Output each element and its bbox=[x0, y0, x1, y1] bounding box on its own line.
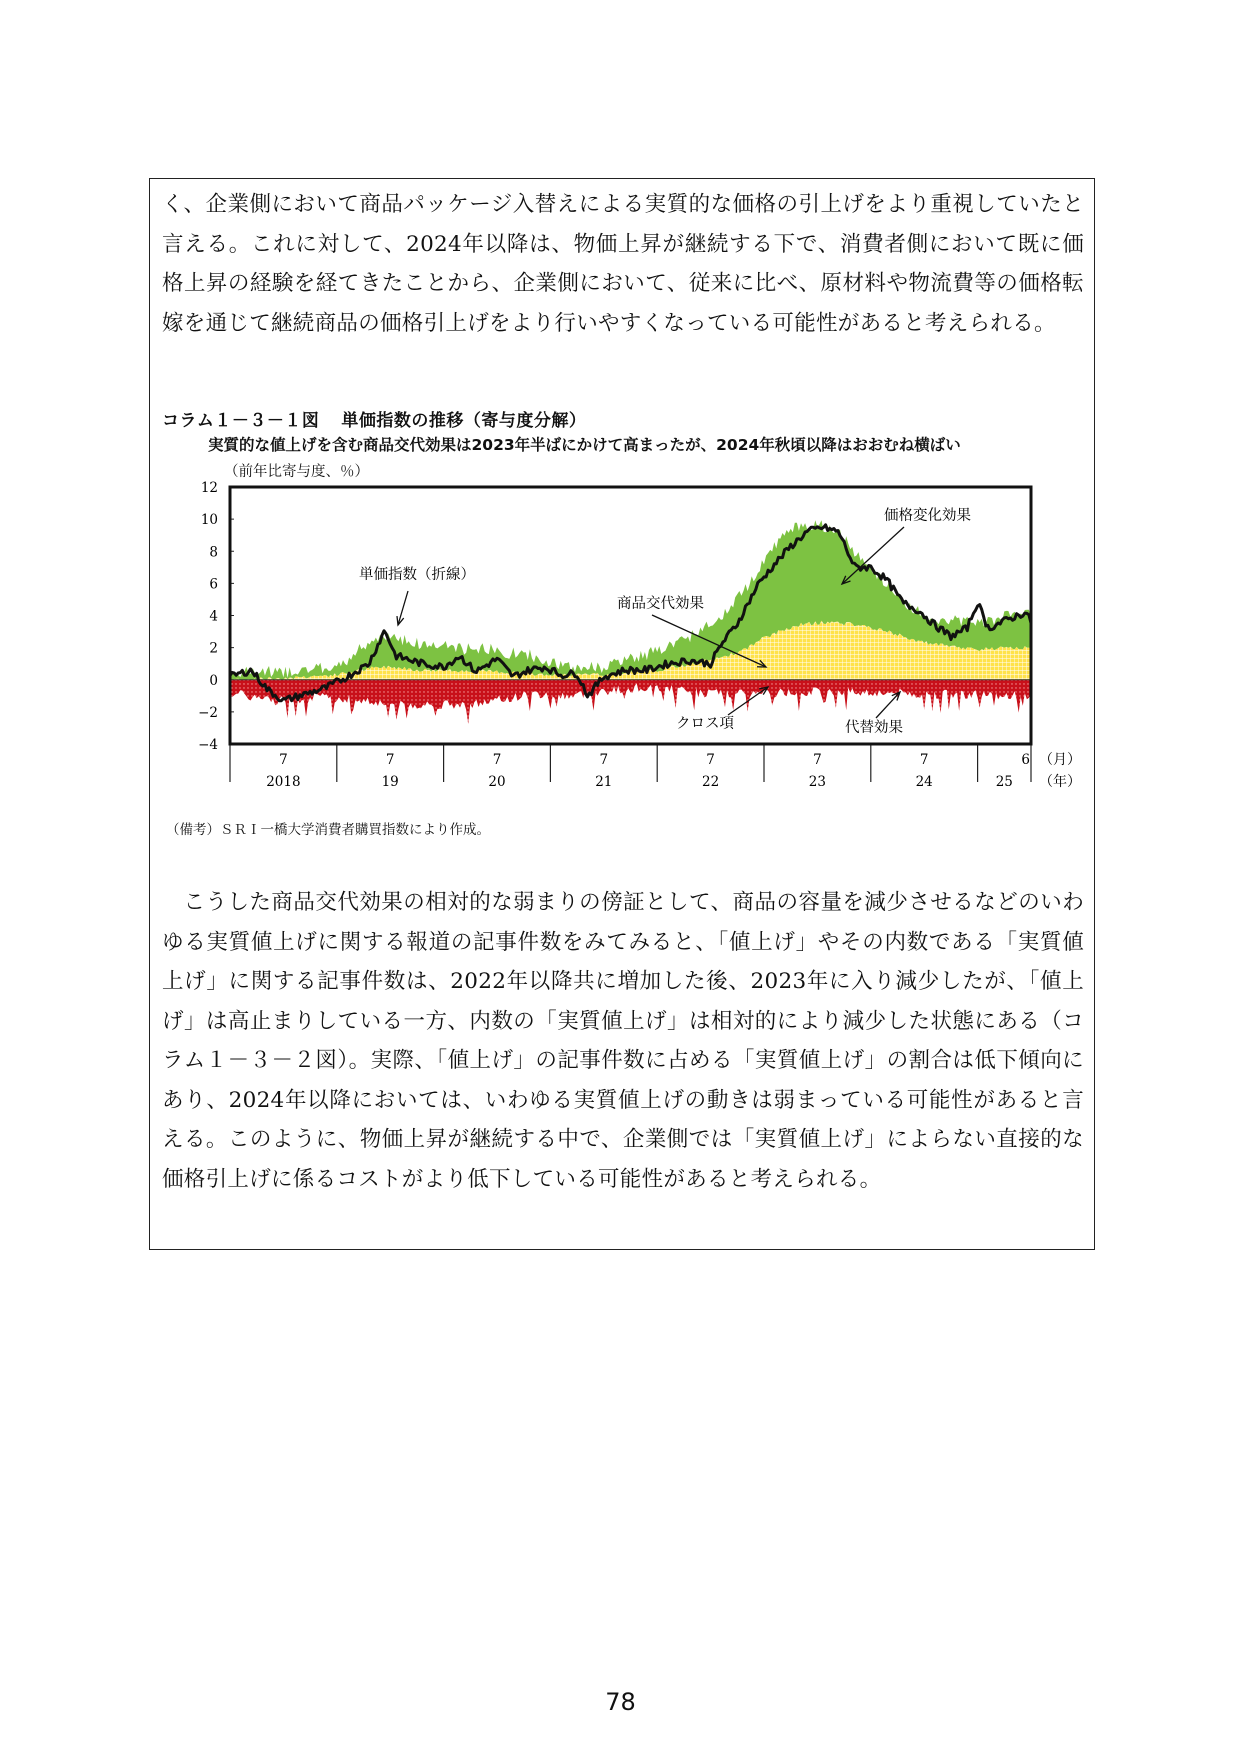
price-change-label: 価格変化効果 bbox=[884, 508, 971, 524]
x-month-label: 7 bbox=[599, 752, 609, 768]
page-number: 78 bbox=[605, 1688, 636, 1716]
x-unit-year: （年） bbox=[1039, 774, 1081, 790]
plot-area bbox=[230, 520, 1031, 724]
substitution-label: 代替効果 bbox=[845, 720, 903, 736]
x-year-label: 24 bbox=[915, 774, 933, 790]
y-tick-label: 4 bbox=[209, 608, 218, 625]
figure-title-text: 単価指数の推移（寄与度分解） bbox=[341, 411, 587, 431]
x-month-label: 7 bbox=[279, 752, 288, 768]
y-tick-label: 10 bbox=[200, 512, 218, 529]
x-month-label: 7 bbox=[919, 752, 929, 768]
x-axis bbox=[230, 744, 1081, 790]
body-paragraph-2: こうした商品交代効果の相対的な弱まりの傍証として、商品の容量を減少させるなどのいわゆる実質値上げに関する報道の記事件数をみてみると、「値上げ」やその内数である「実質値上げ」に関する記事件数は、2022年以降共に増加した後、2023年に入り減少したが、「値上げ」は高止まりしている一方、内数の「実質値上げ」は相対的により減少した状態にある（コラム１－３－２図）。実際、「値上げ」の記事件数に占める「実質値上げ」の割合は低下傾向にあり、2024年以降においては、いわゆる実質値上げの動きは弱まっている可能性があると言える。このように、物価上昇が継続する中で、企業側では「実質値上げ」によらない直接的な価格引上げに係るコストがより低下している可能性があると考えられる。 bbox=[162, 890, 1084, 1192]
contribution-chart bbox=[170, 470, 1090, 810]
x-year-label: 23 bbox=[808, 774, 826, 790]
x-year-label: 25 bbox=[995, 774, 1013, 790]
x-year-label: 21 bbox=[595, 774, 613, 790]
x-month-label: 6 bbox=[1021, 752, 1030, 768]
figure-title bbox=[162, 406, 586, 431]
x-unit-month: （月） bbox=[1039, 752, 1081, 768]
y-tick-label: 6 bbox=[209, 576, 218, 593]
x-year-label: 19 bbox=[381, 774, 399, 790]
x-month-label: 7 bbox=[492, 752, 502, 768]
y-tick-label: 0 bbox=[209, 672, 218, 689]
unit-index-label: 単価指数（折線） bbox=[359, 567, 475, 583]
substitution-effect-area bbox=[230, 680, 1031, 724]
product-turnover-label: 商品交代効果 bbox=[617, 596, 704, 612]
figure-number: コラム１－３－１図 bbox=[162, 411, 320, 431]
y-tick-label: 12 bbox=[200, 480, 218, 496]
x-year-label: 2018 bbox=[266, 774, 301, 790]
substitution-arrow bbox=[876, 692, 900, 718]
y-axis-unit: （前年比寄与度、％） bbox=[224, 464, 369, 480]
body-paragraph-1: く、企業側において商品パッケージ入替えによる実質的な価格の引上げをより重視していたと言える。これに対して、2024年以降は、物価上昇が継続する下で、消費者側において既に価格上昇の経験を経てきたことから、企業側において、従来に比べ、原材料や物流費等の価格転嫁を通じて継続商品の価格引上げをより行いやすくなっている可能性があると考えられる。 bbox=[162, 192, 1084, 336]
x-month-label: 7 bbox=[385, 752, 395, 768]
x-month-label: 7 bbox=[706, 752, 715, 768]
y-tick-label: 2 bbox=[209, 640, 218, 657]
x-month-label: 7 bbox=[813, 752, 822, 768]
y-tick-label: 8 bbox=[209, 544, 218, 561]
y-tick-label: −4 bbox=[198, 737, 218, 753]
x-year-label: 20 bbox=[488, 774, 506, 790]
x-year-label: 22 bbox=[702, 774, 720, 790]
figure-note: （備考）ＳＲＩ一橋大学消費者購買指数により作成。 bbox=[166, 822, 490, 838]
figure-subtitle: 実質的な値上げを含む商品交代効果は2023年半ばにかけて高まったが、2024年秋頃以降はおおむね横ばい bbox=[208, 436, 961, 454]
cross-term-label: クロス項 bbox=[676, 716, 734, 732]
y-tick-label: −2 bbox=[198, 704, 218, 721]
